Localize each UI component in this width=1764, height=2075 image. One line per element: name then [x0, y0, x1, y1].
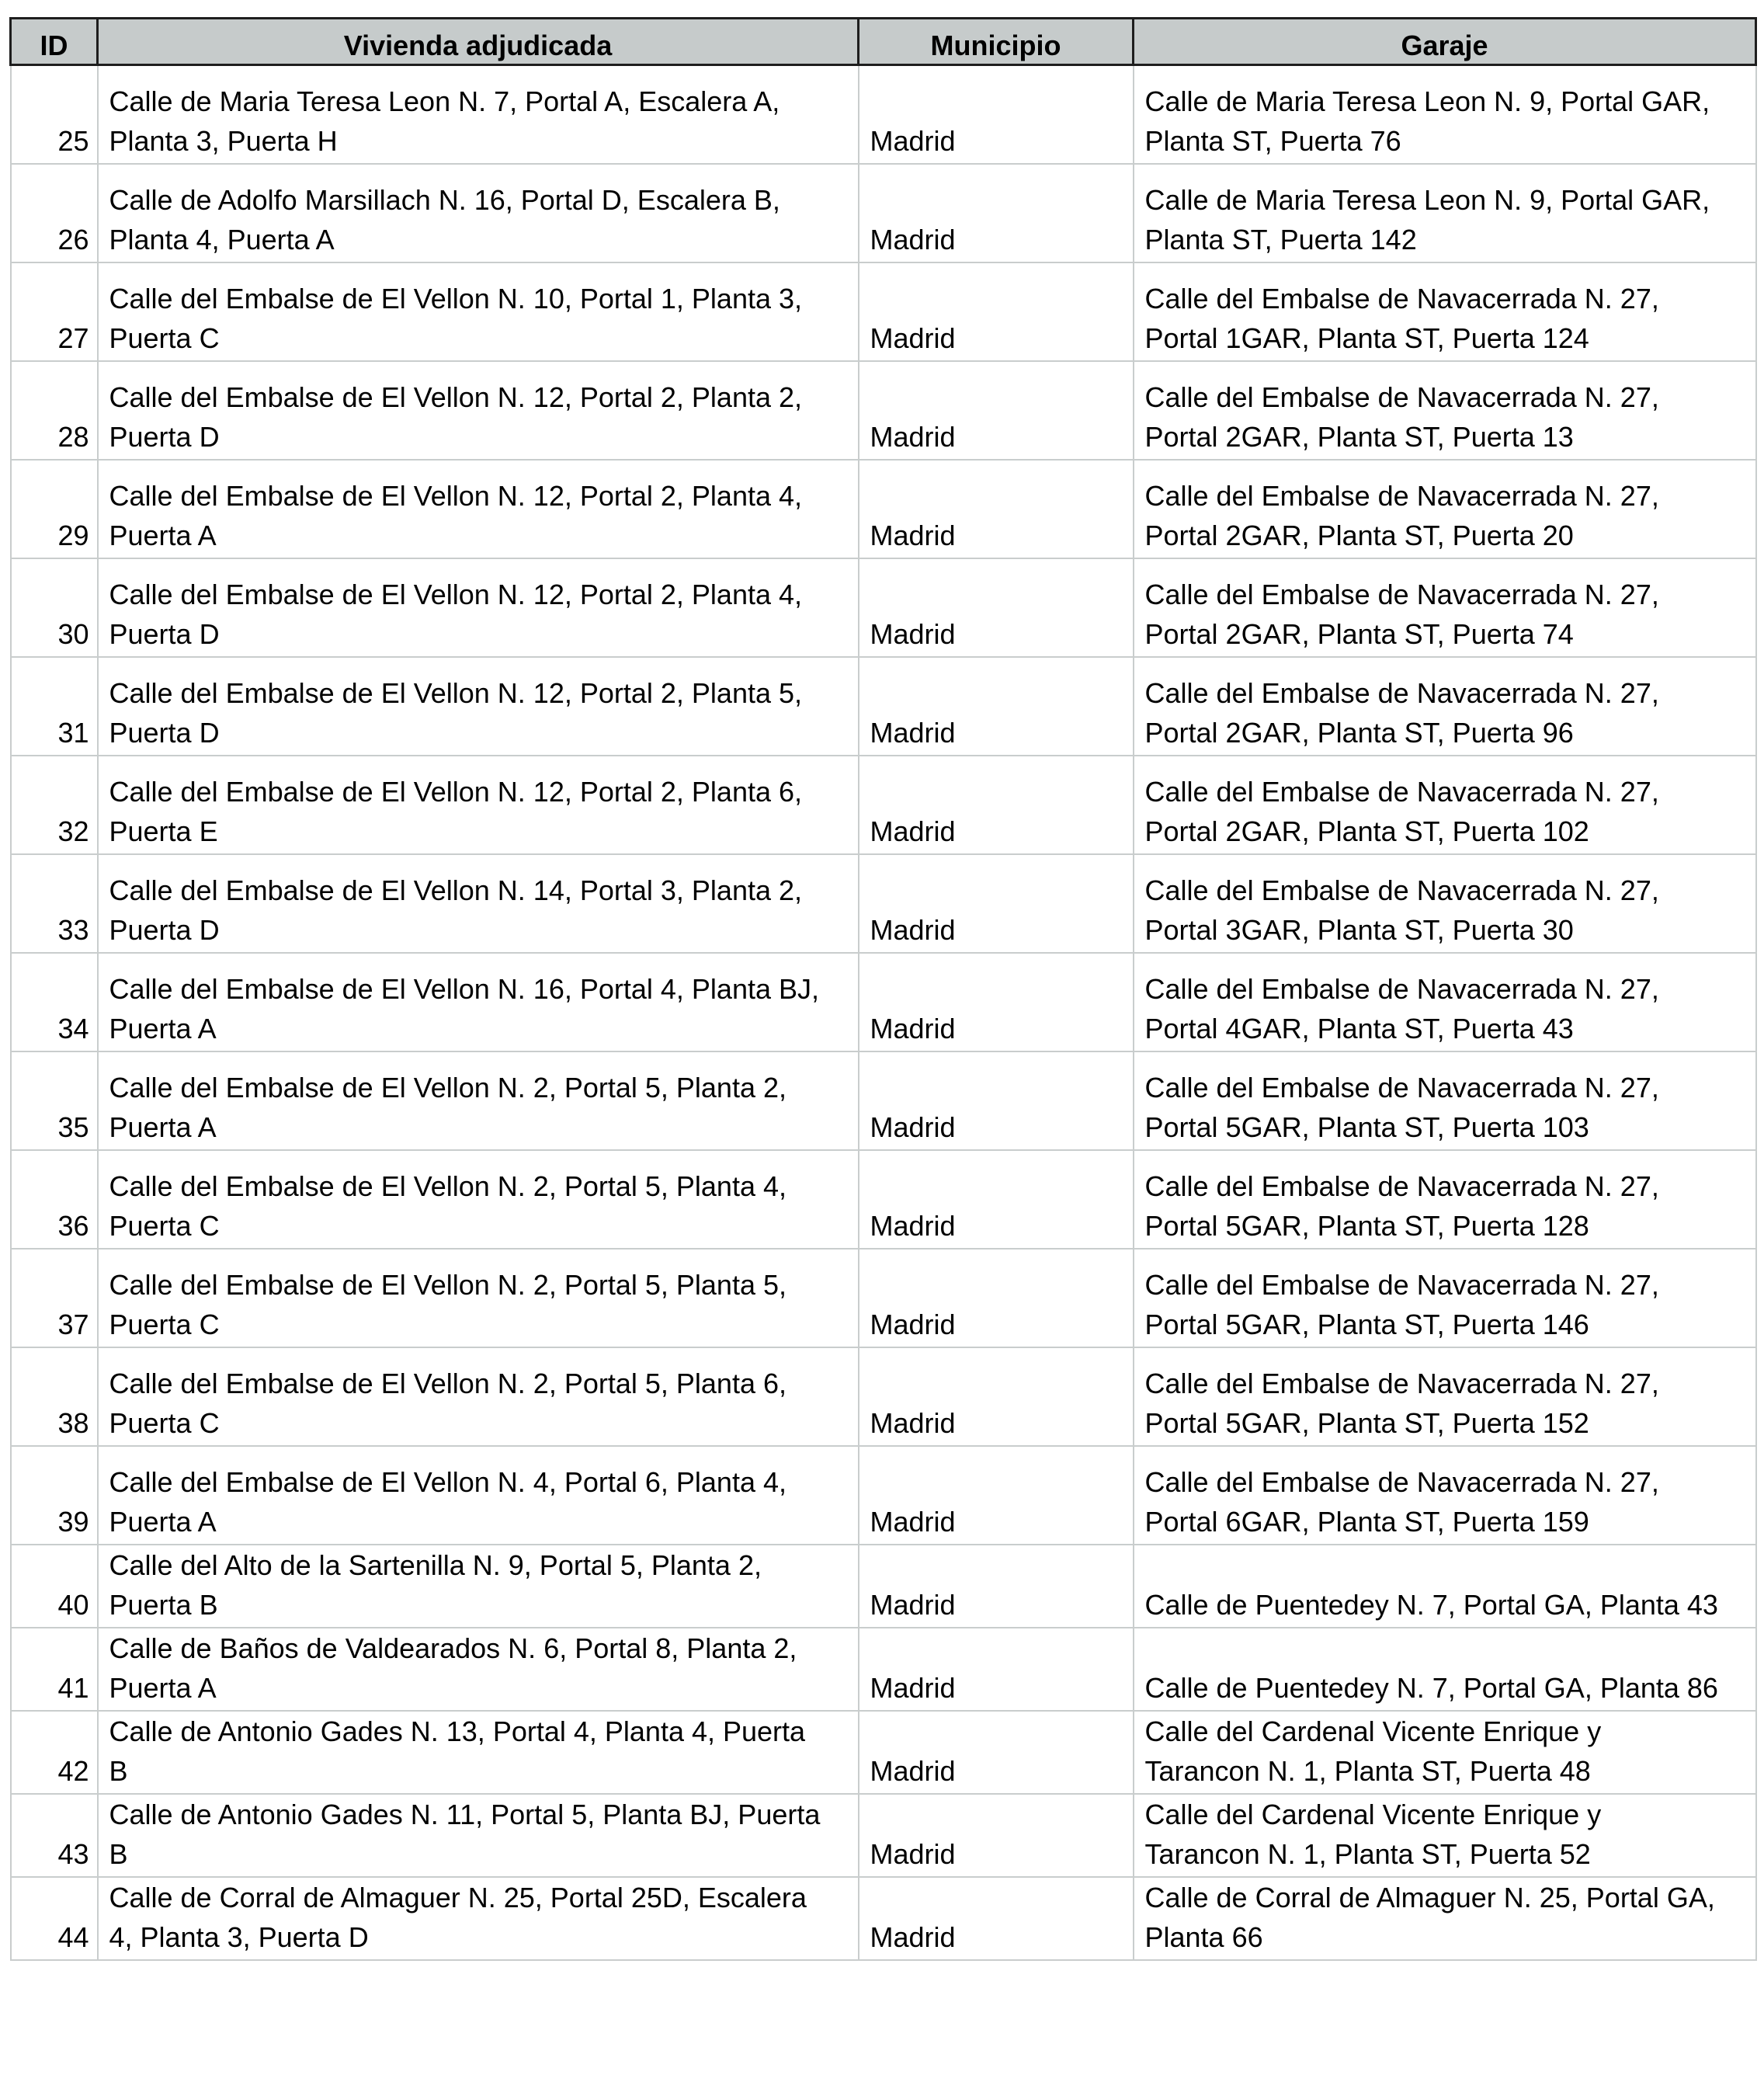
cell-municipio-text: Madrid — [870, 1012, 956, 1044]
table-row — [11, 657, 1756, 756]
cell-garaje — [1134, 854, 1756, 953]
cell-municipio — [859, 953, 1134, 1051]
cell-id-text: 29 — [57, 519, 89, 551]
cell-vivienda — [98, 1794, 859, 1877]
cell-id — [11, 1711, 98, 1794]
cell-municipio — [859, 1446, 1134, 1545]
cell-vivienda-text: Calle de Baños de Valdearados N. 6, Portal 8, Planta 2, Puerta A — [109, 1632, 797, 1704]
cell-id — [11, 361, 98, 460]
cell-municipio — [859, 854, 1134, 953]
table-row — [11, 1711, 1756, 1794]
cell-vivienda-text: Calle de Maria Teresa Leon N. 7, Portal A, Escalera A, Planta 3, Puerta H — [109, 85, 780, 157]
cell-garaje — [1134, 262, 1756, 361]
cell-vivienda-text: Calle del Embalse de El Vellon N. 2, Portal 5, Planta 2, Puerta A — [109, 1071, 787, 1143]
header-vivienda: Vivienda adjudicada — [98, 19, 859, 65]
header-row — [11, 19, 1756, 65]
table-row — [11, 953, 1756, 1051]
cell-municipio-text: Madrid — [870, 1209, 956, 1242]
cell-garaje — [1134, 1877, 1756, 1960]
cell-vivienda-text: Calle del Embalse de El Vellon N. 14, Portal 3, Planta 2, Puerta D — [109, 874, 803, 946]
cell-id-text: 41 — [57, 1671, 89, 1704]
cell-id-text: 36 — [57, 1209, 89, 1242]
cell-id-text: 28 — [57, 420, 89, 453]
cell-vivienda — [98, 262, 859, 361]
cell-municipio-text: Madrid — [870, 716, 956, 749]
cell-municipio-text: Madrid — [870, 1505, 956, 1538]
cell-municipio-text: Madrid — [870, 1406, 956, 1439]
cell-municipio — [859, 262, 1134, 361]
cell-municipio — [859, 1150, 1134, 1249]
cell-vivienda-text: Calle del Embalse de El Vellon N. 12, Portal 2, Planta 4, Puerta A — [109, 479, 803, 551]
cell-id-text: 33 — [57, 913, 89, 946]
cell-id-text: 25 — [57, 124, 89, 157]
cell-vivienda — [98, 1628, 859, 1711]
cell-vivienda — [98, 953, 859, 1051]
table-row — [11, 756, 1756, 854]
cell-vivienda-text: Calle de Adolfo Marsillach N. 16, Portal D, Escalera B, Planta 4, Puerta A — [109, 183, 780, 255]
cell-garaje-text: Calle del Embalse de Navacerrada N. 27, Portal 1GAR, Planta ST, Puerta 124 — [1144, 282, 1659, 354]
cell-id-text: 43 — [57, 1837, 89, 1870]
cell-id — [11, 1446, 98, 1545]
cell-municipio-text: Madrid — [870, 1671, 956, 1704]
cell-garaje-text: Calle de Corral de Almaguer N. 25, Portal GA, Planta 66 — [1144, 1881, 1715, 1953]
cell-id-text: 39 — [57, 1505, 89, 1538]
cell-municipio-text: Madrid — [870, 1837, 956, 1870]
cell-municipio — [859, 164, 1134, 262]
cell-municipio — [859, 657, 1134, 756]
cell-id-text: 38 — [57, 1406, 89, 1439]
cell-garaje — [1134, 1051, 1756, 1150]
cell-id — [11, 558, 98, 657]
cell-vivienda-text: Calle del Embalse de El Vellon N. 2, Portal 5, Planta 4, Puerta C — [109, 1170, 787, 1242]
table-row — [11, 1628, 1756, 1711]
cell-municipio-text: Madrid — [870, 223, 956, 255]
cell-id — [11, 460, 98, 558]
cell-municipio-text: Madrid — [870, 815, 956, 847]
cell-id — [11, 1249, 98, 1347]
cell-garaje — [1134, 460, 1756, 558]
cell-vivienda-text: Calle del Alto de la Sartenilla N. 9, Portal 5, Planta 2, Puerta B — [109, 1548, 762, 1621]
cell-id — [11, 657, 98, 756]
cell-id-text: 35 — [57, 1110, 89, 1143]
cell-id — [11, 1051, 98, 1150]
cell-garaje — [1134, 953, 1756, 1051]
cell-id — [11, 854, 98, 953]
cell-municipio-text: Madrid — [870, 617, 956, 650]
cell-vivienda-text: Calle del Embalse de El Vellon N. 10, Portal 1, Planta 3, Puerta C — [109, 282, 803, 354]
cell-garaje-text: Calle del Cardenal Vicente Enrique y Tarancon N. 1, Planta ST, Puerta 52 — [1144, 1798, 1602, 1870]
cell-vivienda — [98, 1051, 859, 1150]
table-row — [11, 1794, 1756, 1877]
cell-vivienda-text: Calle del Embalse de El Vellon N. 12, Portal 2, Planta 4, Puerta D — [109, 578, 803, 650]
cell-id-text: 30 — [57, 617, 89, 650]
cell-municipio-text: Madrid — [870, 322, 956, 354]
cell-id-text: 32 — [57, 815, 89, 847]
table-body — [11, 65, 1756, 1960]
cell-vivienda — [98, 657, 859, 756]
cell-garaje-text: Calle de Puentedey N. 7, Portal GA, Planta 86 — [1144, 1671, 1718, 1704]
cell-vivienda-text: Calle de Antonio Gades N. 13, Portal 4, Planta 4, Puerta B — [109, 1715, 806, 1787]
table-row — [11, 1347, 1756, 1446]
cell-id-text: 31 — [57, 716, 89, 749]
cell-garaje — [1134, 1347, 1756, 1446]
cell-garaje-text: Calle del Embalse de Navacerrada N. 27, Portal 6GAR, Planta ST, Puerta 159 — [1144, 1465, 1659, 1538]
cell-garaje-text: Calle del Embalse de Navacerrada N. 27, Portal 3GAR, Planta ST, Puerta 30 — [1144, 874, 1659, 946]
cell-garaje-text: Calle del Embalse de Navacerrada N. 27, Portal 2GAR, Planta ST, Puerta 102 — [1144, 775, 1659, 847]
cell-vivienda — [98, 1150, 859, 1249]
cell-municipio-text: Madrid — [870, 1920, 956, 1953]
cell-vivienda — [98, 361, 859, 460]
table-row — [11, 1877, 1756, 1960]
table-row — [11, 1150, 1756, 1249]
cell-garaje-text: Calle del Embalse de Navacerrada N. 27, Portal 2GAR, Planta ST, Puerta 74 — [1144, 578, 1659, 650]
cell-garaje-text: Calle del Embalse de Navacerrada N. 27, Portal 5GAR, Planta ST, Puerta 128 — [1144, 1170, 1659, 1242]
cell-vivienda-text: Calle de Antonio Gades N. 11, Portal 5, Planta BJ, Puerta B — [109, 1798, 821, 1870]
cell-garaje — [1134, 558, 1756, 657]
cell-garaje — [1134, 1628, 1756, 1711]
cell-vivienda — [98, 1545, 859, 1628]
cell-garaje-text: Calle del Embalse de Navacerrada N. 27, Portal 4GAR, Planta ST, Puerta 43 — [1144, 972, 1659, 1044]
cell-vivienda — [98, 1711, 859, 1794]
cell-municipio — [859, 1347, 1134, 1446]
table-row — [11, 1249, 1756, 1347]
cell-garaje-text: Calle del Embalse de Navacerrada N. 27, Portal 5GAR, Planta ST, Puerta 152 — [1144, 1367, 1659, 1439]
cell-vivienda-text: Calle del Embalse de El Vellon N. 4, Portal 6, Planta 4, Puerta A — [109, 1465, 787, 1538]
cell-id-text: 27 — [57, 322, 89, 354]
table-row — [11, 1051, 1756, 1150]
table-row — [11, 1545, 1756, 1628]
cell-vivienda-text: Calle del Embalse de El Vellon N. 12, Portal 2, Planta 2, Puerta D — [109, 381, 803, 453]
cell-id — [11, 262, 98, 361]
cell-id-text: 42 — [57, 1754, 89, 1787]
cell-municipio-text: Madrid — [870, 1110, 956, 1143]
cell-vivienda — [98, 756, 859, 854]
cell-vivienda-text: Calle del Embalse de El Vellon N. 12, Portal 2, Planta 5, Puerta D — [109, 676, 803, 749]
cell-vivienda-text: Calle del Embalse de El Vellon N. 2, Portal 5, Planta 6, Puerta C — [109, 1367, 787, 1439]
cell-municipio-text: Madrid — [870, 519, 956, 551]
cell-id — [11, 1545, 98, 1628]
cell-garaje — [1134, 361, 1756, 460]
cell-garaje — [1134, 1446, 1756, 1545]
cell-municipio — [859, 1877, 1134, 1960]
cell-municipio — [859, 1711, 1134, 1794]
cell-vivienda — [98, 65, 859, 164]
table-row — [11, 65, 1756, 164]
cell-garaje-text: Calle del Embalse de Navacerrada N. 27, Portal 2GAR, Planta ST, Puerta 96 — [1144, 676, 1659, 749]
cell-id-text: 34 — [57, 1012, 89, 1044]
cell-garaje — [1134, 657, 1756, 756]
cell-vivienda-text: Calle del Embalse de El Vellon N. 16, Portal 4, Planta BJ, Puerta A — [109, 972, 820, 1044]
cell-vivienda-text: Calle del Embalse de El Vellon N. 2, Portal 5, Planta 5, Puerta C — [109, 1268, 787, 1340]
cell-municipio — [859, 361, 1134, 460]
cell-vivienda — [98, 1877, 859, 1960]
cell-id — [11, 953, 98, 1051]
cell-id — [11, 756, 98, 854]
cell-vivienda — [98, 854, 859, 953]
cell-garaje — [1134, 164, 1756, 262]
cell-garaje — [1134, 756, 1756, 854]
cell-garaje-text: Calle del Cardenal Vicente Enrique y Tarancon N. 1, Planta ST, Puerta 48 — [1144, 1715, 1602, 1787]
cell-garaje — [1134, 65, 1756, 164]
cell-garaje — [1134, 1150, 1756, 1249]
cell-municipio-text: Madrid — [870, 124, 956, 157]
cell-garaje-text: Calle del Embalse de Navacerrada N. 27, Portal 2GAR, Planta ST, Puerta 20 — [1144, 479, 1659, 551]
cell-garaje-text: Calle de Maria Teresa Leon N. 9, Portal GAR, Planta ST, Puerta 76 — [1144, 85, 1710, 157]
cell-vivienda — [98, 164, 859, 262]
cell-municipio — [859, 756, 1134, 854]
table-row — [11, 164, 1756, 262]
cell-vivienda-text: Calle del Embalse de El Vellon N. 12, Portal 2, Planta 6, Puerta E — [109, 775, 803, 847]
cell-vivienda — [98, 1249, 859, 1347]
header-municipio: Municipio — [859, 19, 1134, 65]
cell-vivienda — [98, 1446, 859, 1545]
table-row — [11, 460, 1756, 558]
table-row — [11, 262, 1756, 361]
cell-municipio-text: Madrid — [870, 1754, 956, 1787]
cell-municipio — [859, 1249, 1134, 1347]
cell-id-text: 37 — [57, 1308, 89, 1340]
cell-municipio-text: Madrid — [870, 1308, 956, 1340]
cell-municipio — [859, 1051, 1134, 1150]
cell-id — [11, 164, 98, 262]
adjudication-table — [9, 17, 1757, 1961]
cell-garaje-text: Calle del Embalse de Navacerrada N. 27, Portal 5GAR, Planta ST, Puerta 146 — [1144, 1268, 1659, 1340]
cell-garaje — [1134, 1249, 1756, 1347]
cell-garaje-text: Calle del Embalse de Navacerrada N. 27, Portal 5GAR, Planta ST, Puerta 103 — [1144, 1071, 1659, 1143]
cell-municipio — [859, 558, 1134, 657]
cell-municipio — [859, 1794, 1134, 1877]
cell-municipio — [859, 1545, 1134, 1628]
header-id: ID — [11, 19, 98, 65]
cell-id — [11, 1794, 98, 1877]
cell-garaje — [1134, 1794, 1756, 1877]
cell-municipio-text: Madrid — [870, 420, 956, 453]
cell-vivienda-text: Calle de Corral de Almaguer N. 25, Portal 25D, Escalera 4, Planta 3, Puerta D — [109, 1881, 807, 1953]
cell-garaje-text: Calle de Maria Teresa Leon N. 9, Portal GAR, Planta ST, Puerta 142 — [1144, 183, 1710, 255]
cell-id-text: 44 — [57, 1920, 89, 1953]
cell-id — [11, 65, 98, 164]
cell-id — [11, 1628, 98, 1711]
table-row — [11, 361, 1756, 460]
cell-id — [11, 1347, 98, 1446]
cell-vivienda — [98, 1347, 859, 1446]
cell-id — [11, 1150, 98, 1249]
table-row — [11, 1446, 1756, 1545]
cell-garaje — [1134, 1711, 1756, 1794]
cell-id-text: 40 — [57, 1588, 89, 1621]
cell-municipio — [859, 460, 1134, 558]
cell-municipio-text: Madrid — [870, 913, 956, 946]
cell-id-text: 26 — [57, 223, 89, 255]
cell-garaje-text: Calle de Puentedey N. 7, Portal GA, Planta 43 — [1144, 1588, 1718, 1621]
cell-garaje — [1134, 1545, 1756, 1628]
cell-vivienda — [98, 558, 859, 657]
cell-municipio-text: Madrid — [870, 1588, 956, 1621]
cell-garaje-text: Calle del Embalse de Navacerrada N. 27, Portal 2GAR, Planta ST, Puerta 13 — [1144, 381, 1659, 453]
table-row — [11, 558, 1756, 657]
cell-id — [11, 1877, 98, 1960]
cell-municipio — [859, 65, 1134, 164]
cell-municipio — [859, 1628, 1134, 1711]
table-row — [11, 854, 1756, 953]
cell-vivienda — [98, 460, 859, 558]
header-garaje: Garaje — [1134, 19, 1756, 65]
